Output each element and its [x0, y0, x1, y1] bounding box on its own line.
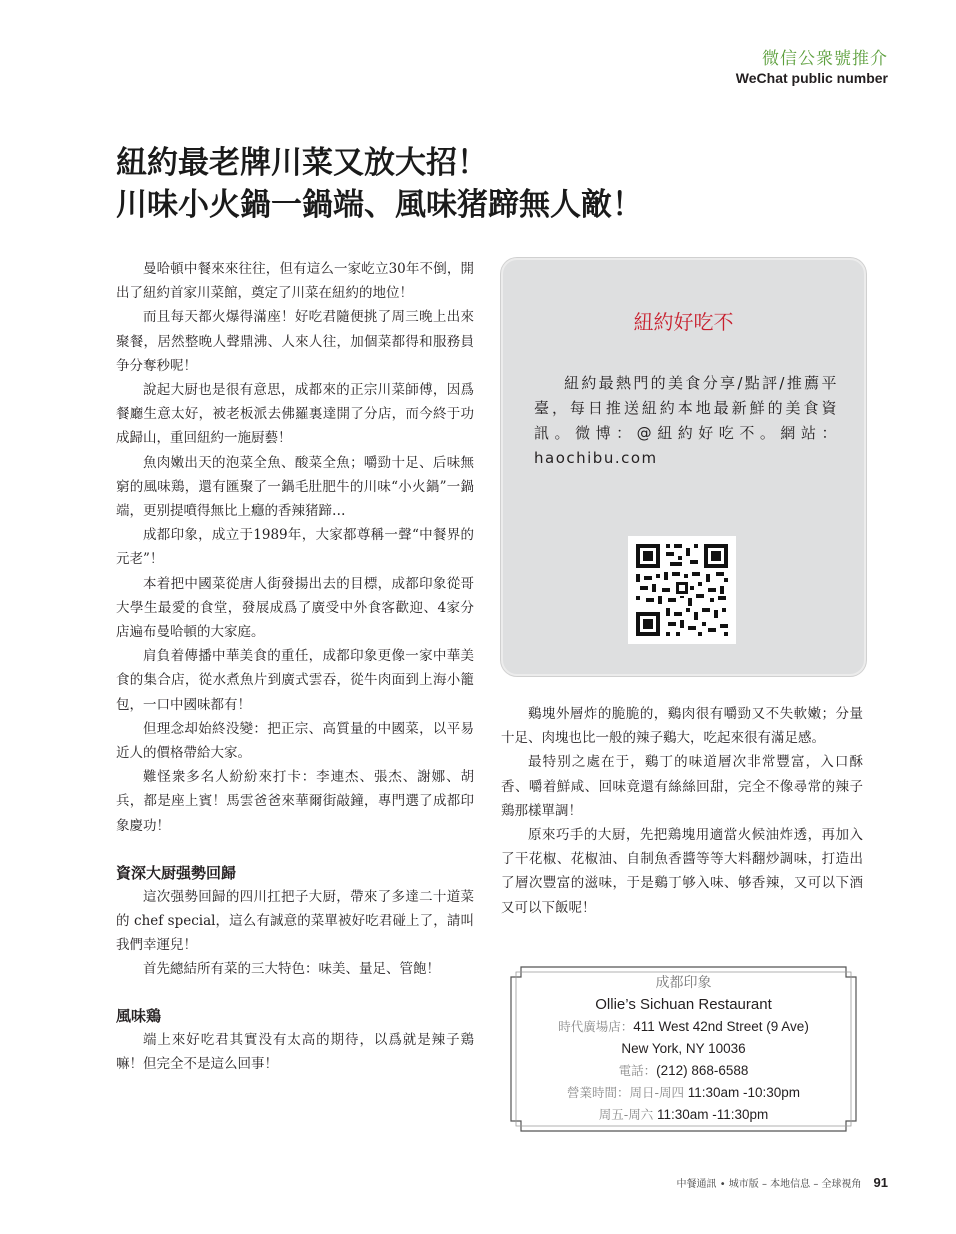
article-title — [116, 142, 736, 226]
paragraph: 端上來好吃君其實没有太高的期待，以爲就是辣子鶏嘛！但完全不是這么回事！ — [116, 1031, 474, 1072]
title-line-2: 川味小火鍋一鍋端、風味猪蹄無人敵！ — [116, 187, 643, 223]
restaurant-name-zh: 成都印象 — [655, 975, 712, 991]
paragraph: 原來巧手的大厨，先把鶏塊用適當火候油炸透，再加入了干花椒、花椒油、自制魚香醬等等大料翻炒調味，打造出了層次豐富的滋味，于是鷄丁够入味、够香辣，又可以下酒又可以下飯呢！ — [501, 827, 863, 916]
section-label-english: WeChat public number — [735, 70, 888, 86]
restaurant-info-box — [509, 965, 858, 1133]
qr-code-icon[interactable] — [628, 536, 736, 644]
wechat-account-description: 紐約最熱門的美食分享/點評/推薦平臺，每日推送紐約本地最新鮮的美食資訊。微博：@紐約好吃不。網站：haochibu.com — [534, 374, 838, 467]
hours-weekend: 11:30am -11:30pm — [656, 1107, 769, 1122]
footer-tagline: 中餐通訊 • 城市版 – 本地信息 – 全球視角 — [676, 1179, 862, 1190]
hours-weekday-line — [509, 1082, 858, 1104]
phone-number[interactable]: (212) 868-6588 — [656, 1063, 749, 1078]
paragraph: 成都印象，成立于1989年，大家都尊稱一聲“中餐界的元老”！ — [116, 527, 474, 568]
page-footer — [677, 1175, 888, 1190]
paragraph: 難怪衆多名人紛紛來打卡：李連杰、張杰、謝娜、胡兵，都是座上賓！馬雲爸爸來華爾街敲鐘，專門選了成都印象慶功！ — [116, 769, 474, 834]
paragraph: 魚肉嫩出天的泡菜全魚、酸菜全魚；嚼勁十足、后味無窮的風味鶏，還有匯聚了一鍋毛肚肥牛的川味“小火鍋”一鍋端，更别提噴得無比上癮的香辣猪蹄… — [116, 454, 474, 520]
hours-weekday: 11:30am -10:30pm — [687, 1085, 801, 1100]
title-line-1: 紐約最老牌川菜又放大招！ — [116, 145, 488, 181]
restaurant-name-en: Ollie’s Sichuan Restaurant — [595, 996, 772, 1013]
restaurant-info-text — [509, 972, 858, 1126]
paragraph: 曼哈頓中餐來來往往，但有這么一家屹立30年不倒，開出了紐約首家川菜館，奠定了川菜在紐約的地位！ — [116, 261, 474, 302]
section-label: 微信公衆號推介 — [762, 49, 888, 69]
right-column — [501, 702, 863, 920]
address: 411 West 42nd Street (9 Ave) — [633, 1019, 809, 1034]
hours-label: 營業時間：周日-周四 — [566, 1085, 684, 1100]
section-heading-chicken: 風味鶏 — [116, 1006, 162, 1025]
hours-weekend-label: 周五-周六 — [598, 1107, 654, 1122]
paragraph: 這次强勢回歸的四川扛把子大厨，帶來了多達二十道菜的 chef special，這么有誠意的菜單被好吃君碰上了，請叫我們幸運兒！ — [116, 888, 474, 954]
left-column — [116, 257, 474, 1076]
paragraph: 說起大厨也是很有意思，成都來的正宗川菜師傅，因爲餐廳生意太好，被老板派去佛羅裏達開了分店，而今終于功成歸山，重回紐約一施厨藝！ — [116, 382, 474, 447]
hours-weekend-line — [509, 1104, 858, 1126]
paragraph: 鷄塊外層炸的脆脆的，鷄肉很有嚼勁又不失軟嫩；分量十足、肉塊也比一般的辣子鷄大，吃起來很有滿足感。 — [501, 706, 863, 747]
paragraph: 肩負着傳播中華美食的重任，成都印象更像一家中華美食的集合店，從水煮魚片到廣式雲吞，從牛肉面到上海小籠包，一口中國味都有！ — [116, 648, 474, 713]
address-line — [509, 1016, 858, 1038]
phone-line — [509, 1060, 858, 1082]
phone-label: 電話： — [618, 1063, 657, 1078]
paragraph: 最特别之處在于，鷄丁的味道層次非常豐富，入口酥香、嚼着鮮咸、回味竟還有絲絲回甜，完全不像尋常的辣子鶏那樣單調！ — [501, 754, 863, 819]
paragraph: 而且每天都火爆得滿座！好吃君隨便挑了周三晚上出來聚餐，居然整晚人聲鼎沸、人來人往，加個菜都得和服務員争分奪秒呢！ — [116, 309, 474, 374]
location-label: 時代廣場店： — [558, 1019, 634, 1034]
wechat-promo-box — [501, 258, 866, 676]
paragraph: 但理念却始終没變：把正宗、高質量的中國菜，以平易近人的價格帶給大家。 — [116, 720, 474, 762]
city-line: New York, NY 10036 — [621, 1041, 746, 1056]
wechat-account-name: 紐約好吃不 — [633, 310, 734, 334]
page-number: 91 — [873, 1175, 888, 1190]
section-heading-chef: 資深大厨强勢回歸 — [116, 863, 237, 882]
paragraph: 首先總結所有菜的三大特色：味美、量足、管飽！ — [143, 961, 440, 978]
paragraph: 本着把中國菜從唐人街發揚出去的目標，成都印象從哥大學生最愛的食堂，發展成爲了廣受中外食客歡迎、4家分店遍布曼哈頓的大家庭。 — [116, 575, 474, 641]
